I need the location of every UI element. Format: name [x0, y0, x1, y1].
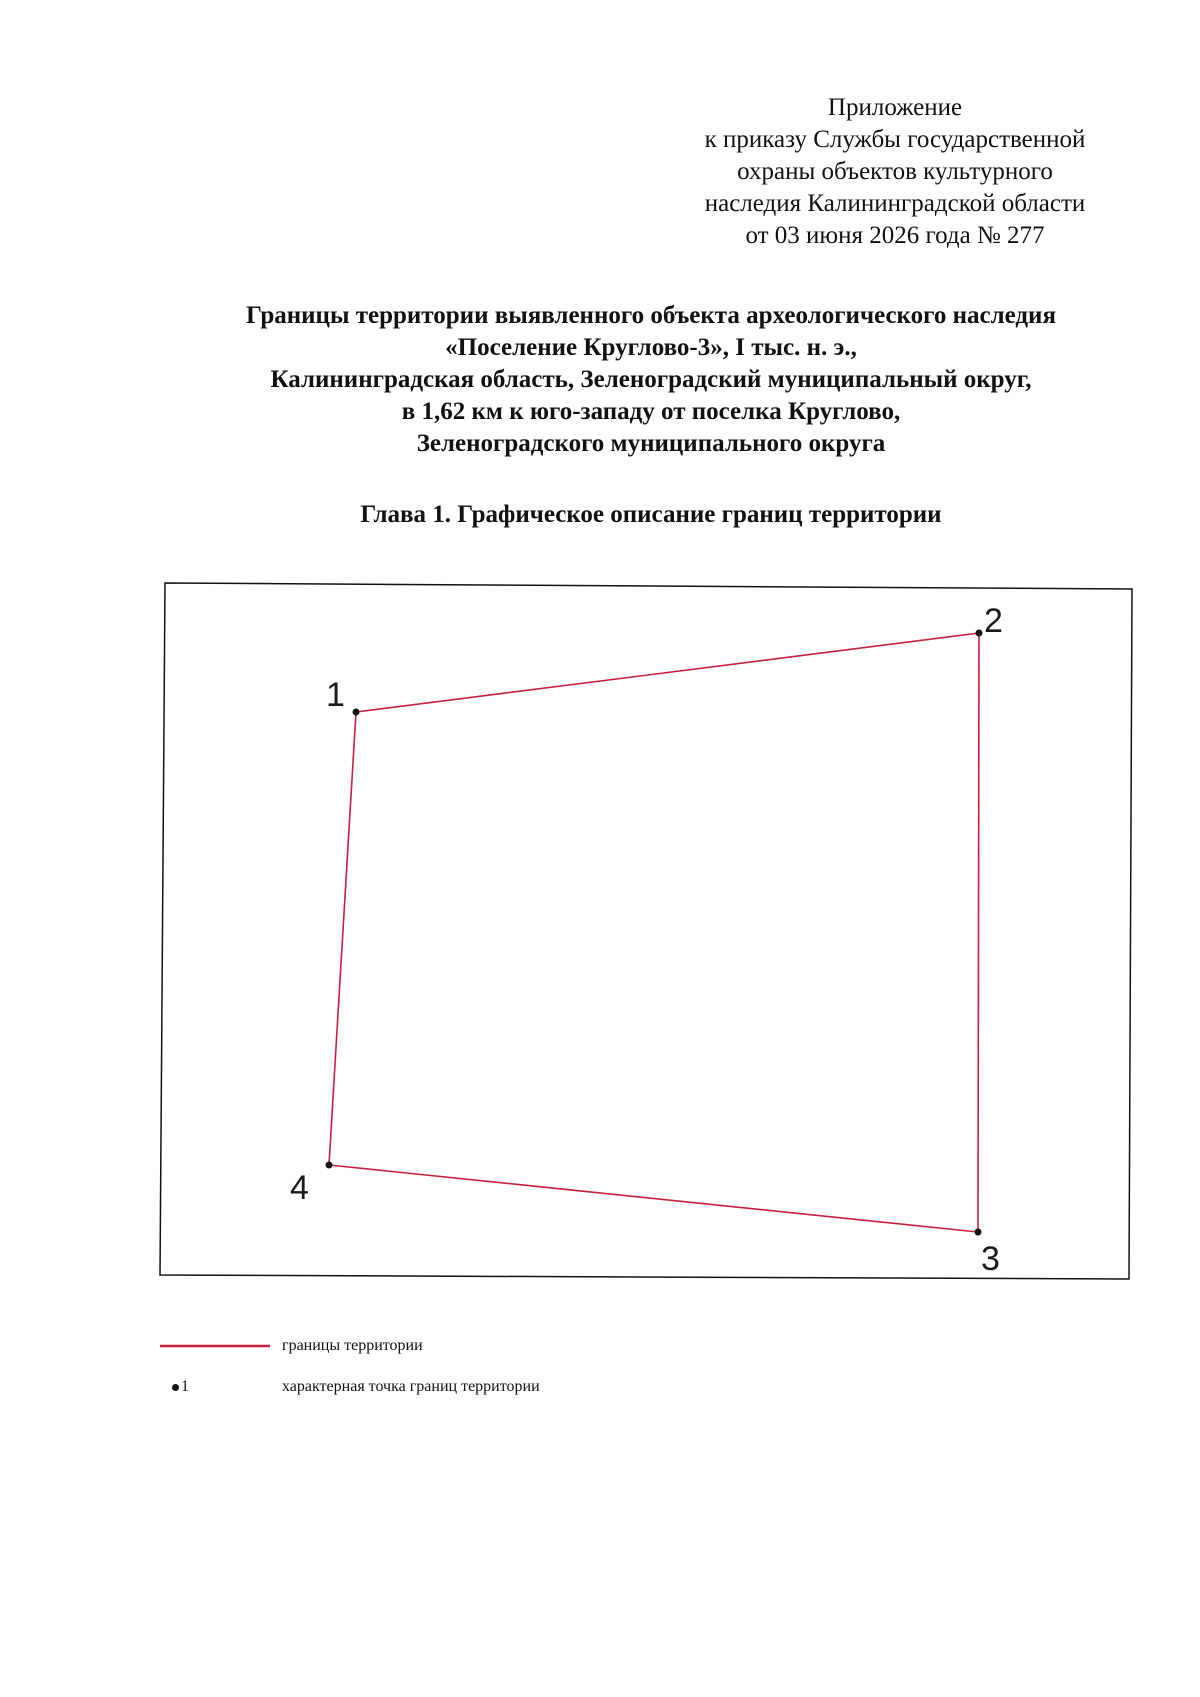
boundary-segment	[329, 1165, 978, 1232]
boundary-point-label: 4	[290, 1169, 309, 1207]
chapter-heading: Глава 1. Графическое описание границ территории	[360, 501, 942, 528]
boundary-point-marker	[975, 1229, 982, 1236]
boundary-point-label: 2	[984, 602, 1003, 640]
title-line: Калининградская область, Зеленоградский муниципальный округ,	[270, 366, 1032, 393]
appendix-line: охраны объектов культурного	[737, 158, 1053, 185]
title-line: в 1,62 км к юго-западу от поселка Круглово,	[401, 398, 901, 425]
boundary-point-marker	[326, 1162, 333, 1169]
boundary-point-marker	[976, 630, 983, 637]
appendix-line: от 03 июня 2026 года № 277	[745, 222, 1045, 249]
legend-point-symbol	[172, 1377, 189, 1397]
legend-point-number: 1	[181, 1378, 189, 1395]
boundary-segment	[978, 633, 979, 1232]
appendix-line: Приложение	[827, 94, 963, 121]
boundary-point-label: 3	[981, 1240, 1000, 1278]
title-line: «Поселение Круглово-3», I тыс. н. э.,	[445, 334, 857, 361]
boundary-point-marker	[353, 709, 360, 716]
appendix-line: к приказу Службы государственной	[704, 126, 1086, 153]
legend-point-label: характерная точка границ территории	[282, 1378, 540, 1395]
point-marker-icon	[172, 1384, 179, 1391]
boundary-segment	[329, 712, 356, 1165]
title-line: Границы территории выявленного объекта археологического наследия	[246, 302, 1056, 329]
legend-boundary-label: границы территории	[282, 1337, 423, 1354]
title-line: Зеленоградского муниципального округа	[416, 430, 886, 457]
boundary-point-label: 1	[326, 676, 345, 714]
appendix-line: наследия Калининградской области	[704, 190, 1086, 217]
boundary-segment	[356, 633, 979, 712]
